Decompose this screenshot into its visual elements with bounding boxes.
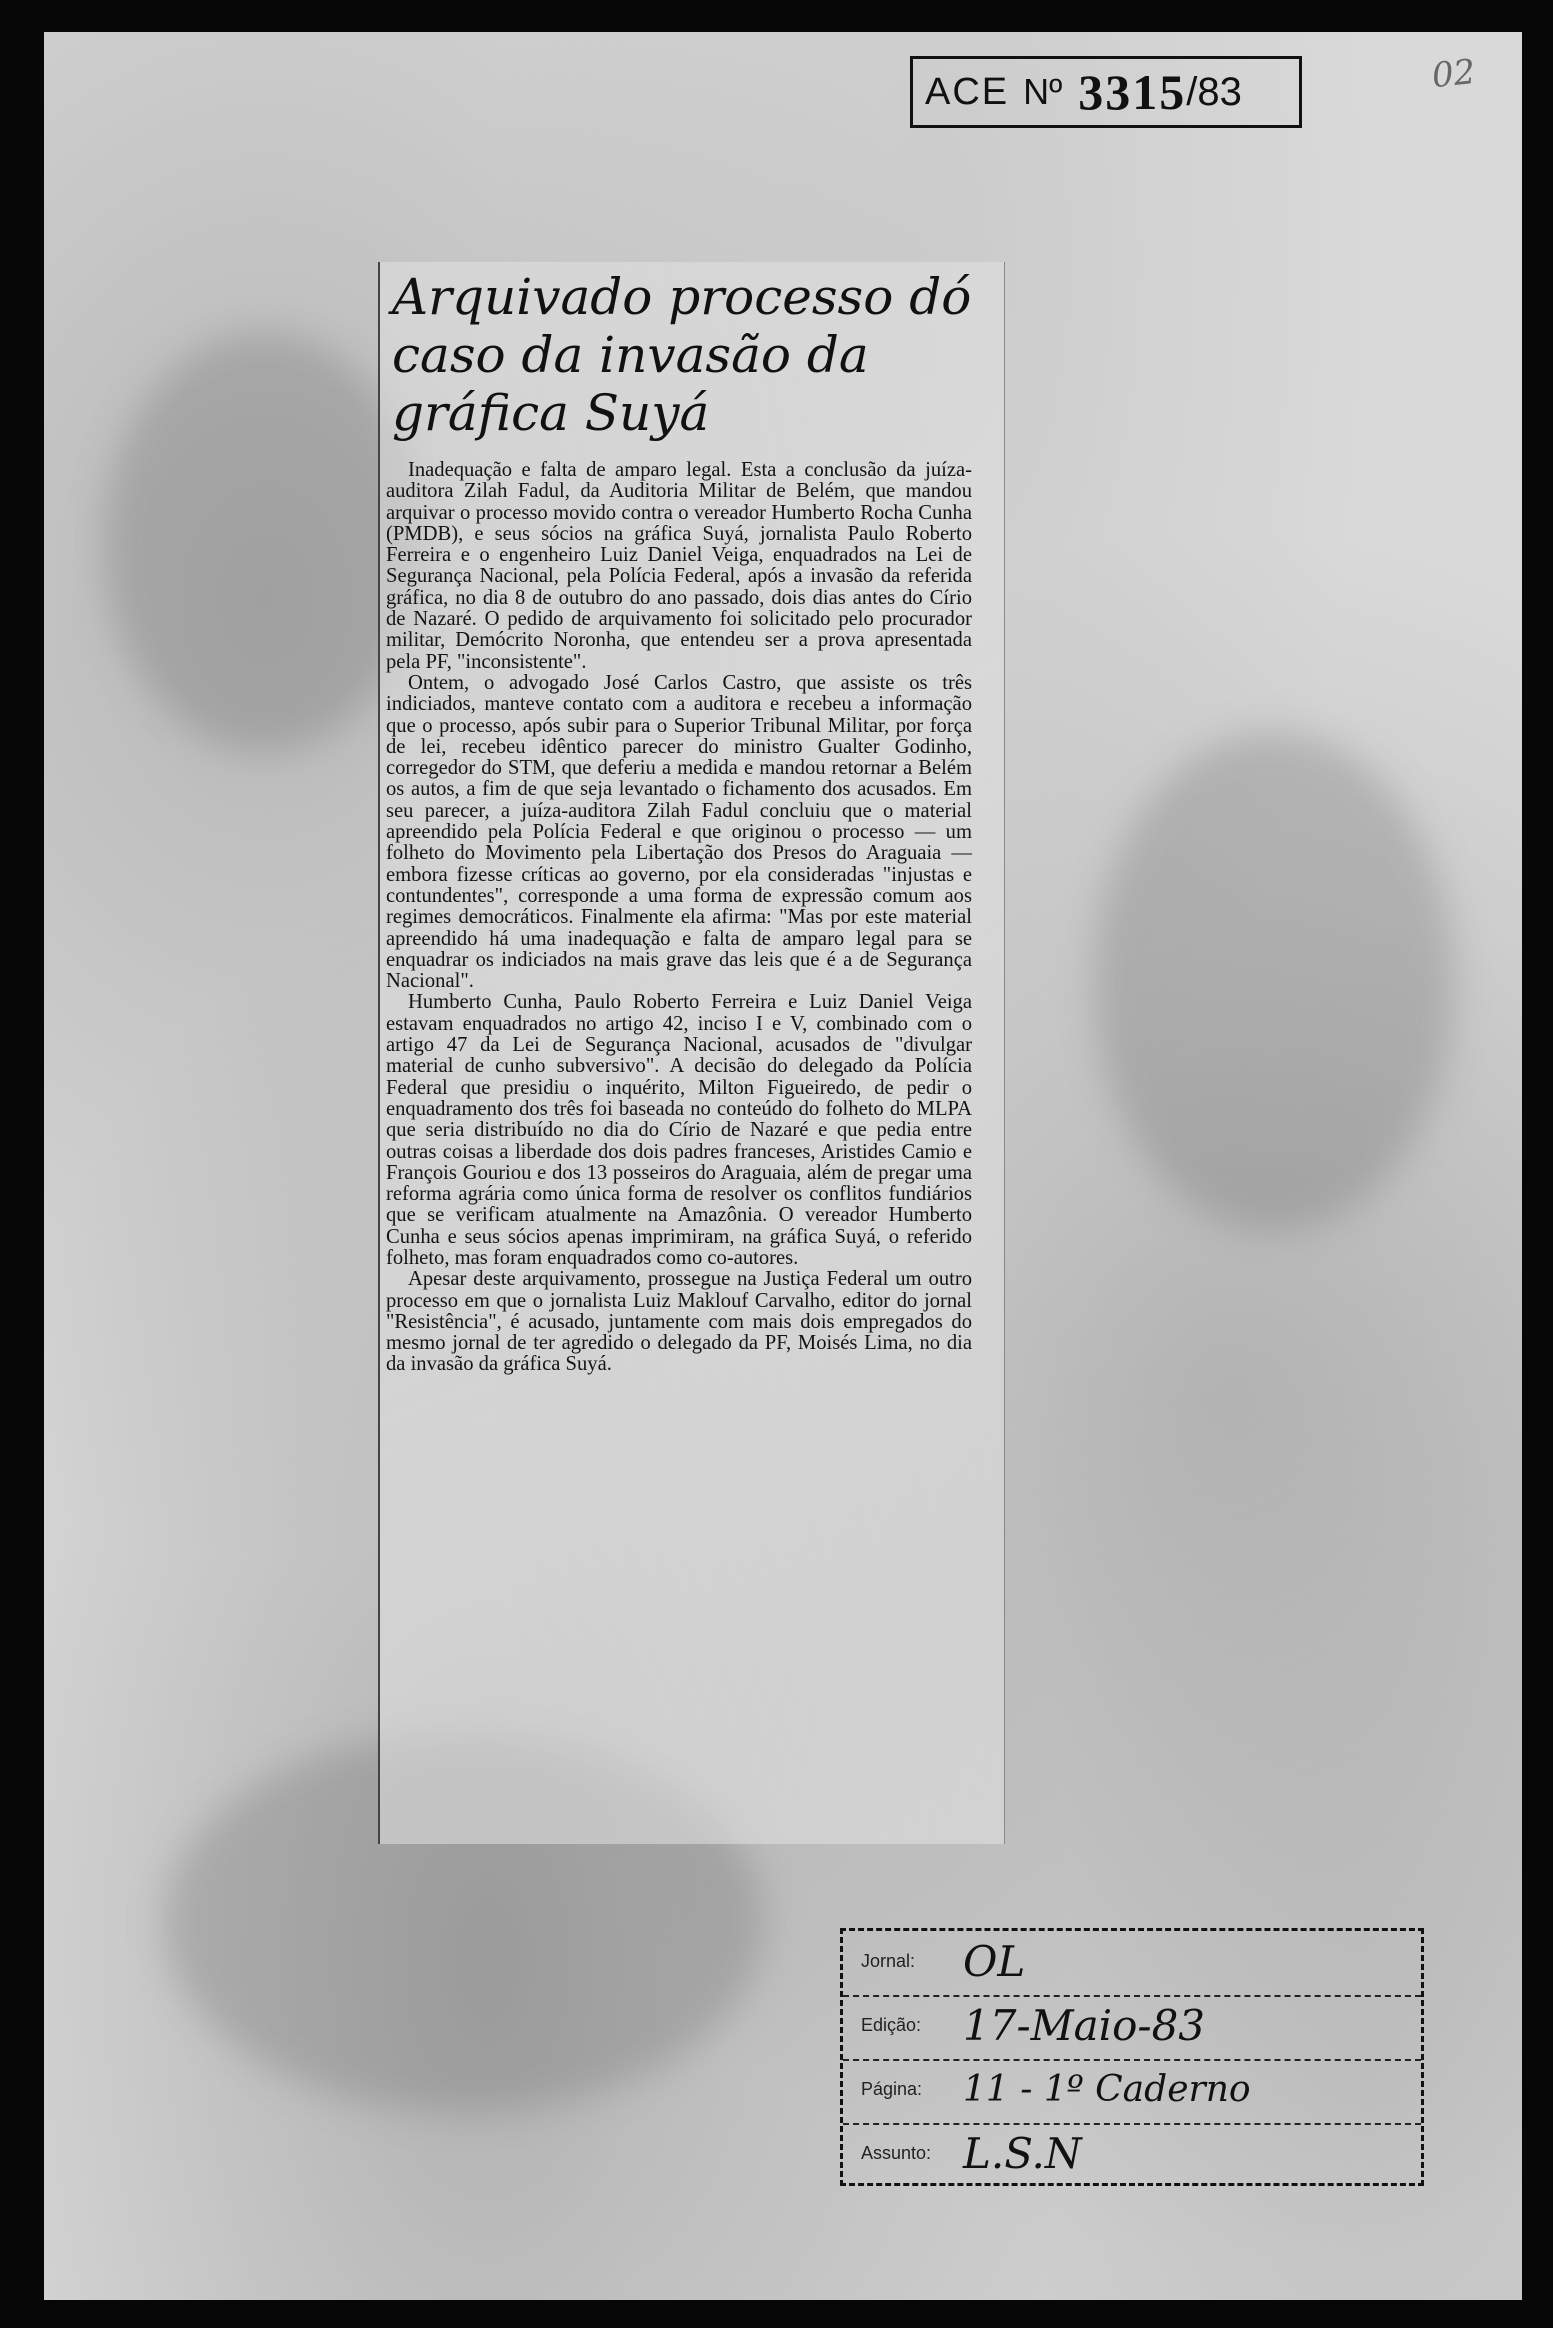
info-label: Edição: [861, 2015, 922, 2035]
page-number: 02 [1430, 51, 1478, 97]
article-paragraph: Ontem, o advogado José Carlos Castro, que assiste os três indiciados, manteve contato com a auditora e recebeu a informação que o processo, após subir para o Superior Tribunal Militar, por força de lei, recebeu idêntico parecer do ministro Gualter Godinho, corregedor do STM, que deferiu a medida e mandou retornar a Belém os autos, a fim de que seja levantado o fichamento dos acusados. Em seu parecer, a juíza-auditora Zilah Fadul concluiu que o material apreendido pela Polícia Federal e que originou o processo — um folheto do Movimento pela Libertação dos Presos do Araguaia — embora fizesse críticas ao governo, por ela consideradas "injustas e contundentes", corresponde a uma forma de expressão comum aos regimes democráticos. Finalmente ela afirma: "Mas por este material apreendido há uma inadequação e falta de amparo legal para se enquadrar os indiciados na mais grave das leis que é a de Segurança Nacional". [386, 671, 972, 993]
article-paragraph: Humberto Cunha, Paulo Roberto Ferreira e Luiz Daniel Veiga estavam enquadrados no artigo 42, inciso I e V, combinado com o artigo 47 da Lei de Segurança Nacional, acusados de "divulgar material de cunho subversivo". A decisão do delegado da Polícia Federal que presidiu o inquérito, Milton Figueiredo, de pedir o enquadramento dos três foi baseada no conteúdo do folheto do MLPA que seria distribuído no dia do Círio de Nazaré e que pedia entre outras coisas a liberdade dos dois padres franceses, Aristides Camio e François Gouriou e dos 13 posseiros do Araguaia, além de pregar uma reforma agrária como única forma de resolver os conflitos fundiários que se verificam atualmente na Amazônia. O vereador Humberto Cunha e seus sócios apenas imprimiram, na gráfica Suyá, o referido folheto, mas foram enquadrados como co-autores. [386, 991, 972, 1269]
article-headline: Arquivado processo dó caso da invasão da gráfica Suyá [392, 268, 972, 442]
info-value: L.S.N [963, 2129, 1082, 2178]
info-row-edicao [843, 1995, 1421, 2061]
ace-stamp-number-sign: Nº [1023, 71, 1063, 112]
ace-stamp-year: /83 [1186, 69, 1242, 114]
info-label: Página: [861, 2079, 923, 2099]
ace-stamp-number: 3315 [1078, 64, 1187, 120]
info-value: OL [963, 1937, 1026, 1986]
info-row-assunto [843, 2123, 1421, 2187]
info-row-pagina [843, 2059, 1421, 2125]
info-value: 11 - 1º Caderno [963, 2069, 1251, 2110]
info-row-jornal [843, 1931, 1421, 1997]
article-paragraph: Inadequação e falta de amparo legal. Esta a conclusão da juíza-auditora Zilah Fadul, da Auditoria Militar de Belém, que mandou arquivar o processo movido contra o vereador Humberto Rocha Cunha (PMDB), e seus sócios na gráfica Suyá, jornalista Paulo Roberto Ferreira e o engenheiro Luiz Daniel Veiga, enquadrados na Lei de Segurança Nacional, pela Polícia Federal, após a invasão da referida gráfica, no dia 8 de outubro do ano passado, dois dias antes do Círio de Nazaré. O pedido de arquivamento foi solicitado pelo procurador militar, Demócrito Noronha, que entendeu ser a prova apresentada pela PF, "inconsistente". [386, 459, 972, 673]
archive-info-box [840, 1928, 1424, 2186]
ace-stamp [910, 56, 1302, 128]
scan-smudge [1094, 732, 1454, 1232]
info-value: 17-Maio-83 [963, 2001, 1206, 2050]
ace-stamp-label: ACE [925, 70, 1010, 113]
info-label: Jornal: [861, 1951, 916, 1971]
scan-smudge [104, 332, 424, 752]
info-label: Assunto: [861, 2143, 932, 2163]
article-body [386, 460, 972, 1376]
article-paragraph: Apesar deste arquivamento, prossegue na Justiça Federal um outro processo em que o jornalista Luiz Maklouf Carvalho, editor do jornal "Resistência", é acusado, juntamente com mais dois empregados do mesmo jornal de ter agredido o delegado da PF, Moisés Lima, no dia da invasão da gráfica Suyá. [386, 1268, 972, 1376]
